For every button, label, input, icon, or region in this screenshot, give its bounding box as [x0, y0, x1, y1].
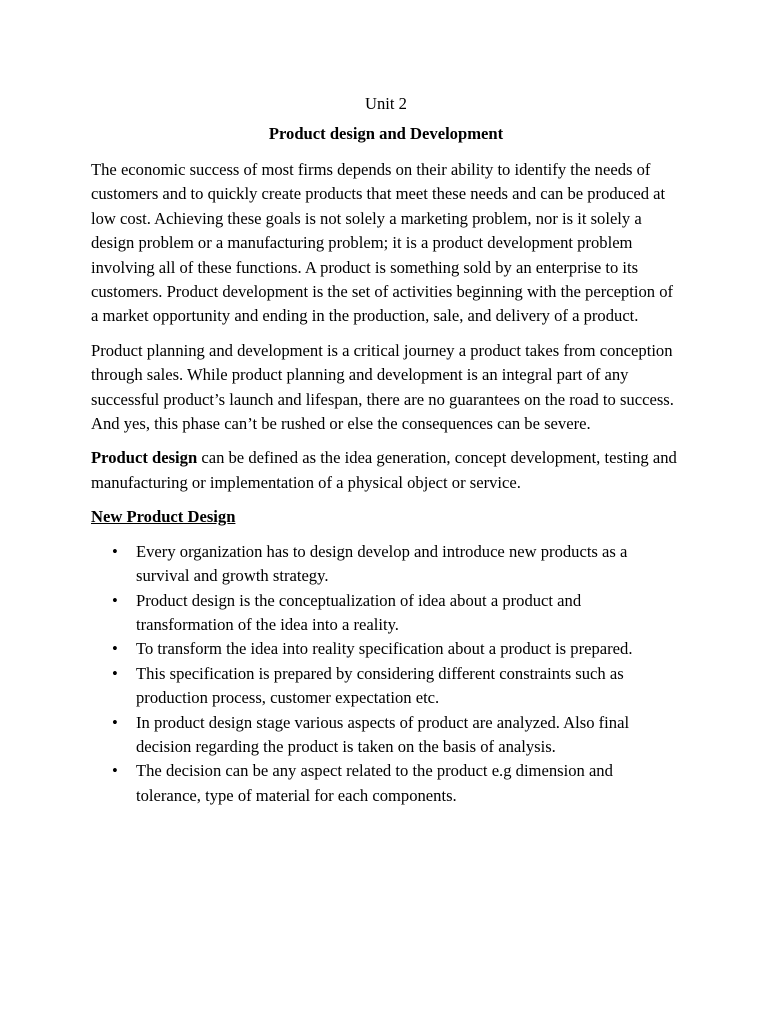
bullet-icon: • [112, 761, 118, 781]
list-item [91, 759, 681, 808]
definition-text: can be defined as the idea generation, concept development, testing and manufacturing or implementation of a physical object or service. [91, 448, 677, 492]
list-item-text: Every organization has to design develop and introduce new products as a survival and growth strategy. [136, 541, 628, 586]
bullet-icon: • [112, 712, 118, 732]
bullet-list [91, 540, 681, 808]
planning-paragraph: Product planning and development is a critical journey a product takes from conception through sales. While product planning and development is an integral part of any successful product’s launch and lifespan, there are no guarantees on the road to success. And yes, this phase can’t be rushed or else the consequences can be severe. [91, 340, 674, 434]
list-item [91, 589, 681, 638]
bullet-icon: • [112, 541, 118, 561]
list-item [91, 711, 681, 760]
document-title: Product design and Development [268, 124, 504, 143]
list-item [91, 662, 681, 711]
list-item-text: Product design is the conceptualization of idea about a product and transformation of the idea into a reality. [136, 590, 582, 634]
unit-label: Unit 2 [365, 94, 407, 113]
list-item-text: This specification is prepared by considering different constraints such as production process, customer expectation etc. [136, 663, 624, 708]
section-heading: New Product Design [91, 507, 236, 527]
bullet-icon: • [112, 590, 118, 610]
list-item-text: The decision can be any aspect related to the product e.g dimension and tolerance, type of material for each components. [136, 761, 613, 805]
bullet-icon: • [112, 663, 118, 683]
definition-term: Product design [91, 448, 198, 468]
document-page [91, 94, 681, 808]
list-item [91, 637, 681, 661]
list-item-text: In product design stage various aspects of product are analyzed. Also final decision regarding the product is taken on the basis of analysis. [136, 712, 630, 756]
bullet-icon: • [112, 639, 118, 659]
list-item-text: To transform the idea into reality specification about a product is prepared. [136, 639, 633, 659]
definition-paragraph [91, 446, 681, 495]
list-item [91, 540, 681, 589]
intro-paragraph: The economic success of most firms depends on their ability to identify the needs of customers and to quickly create products that meet these needs and can be produced at low cost. Achieving these goals is not solely a marketing problem, nor is it solely a design problem or a manufacturing problem; it is a product development problem involving all of these functions. A product is something sold by an enterprise to its customers. Product development is the set of activities beginning with the perception of a market opportunity and ending in the production, sale, and delivery of a product. [91, 160, 674, 326]
